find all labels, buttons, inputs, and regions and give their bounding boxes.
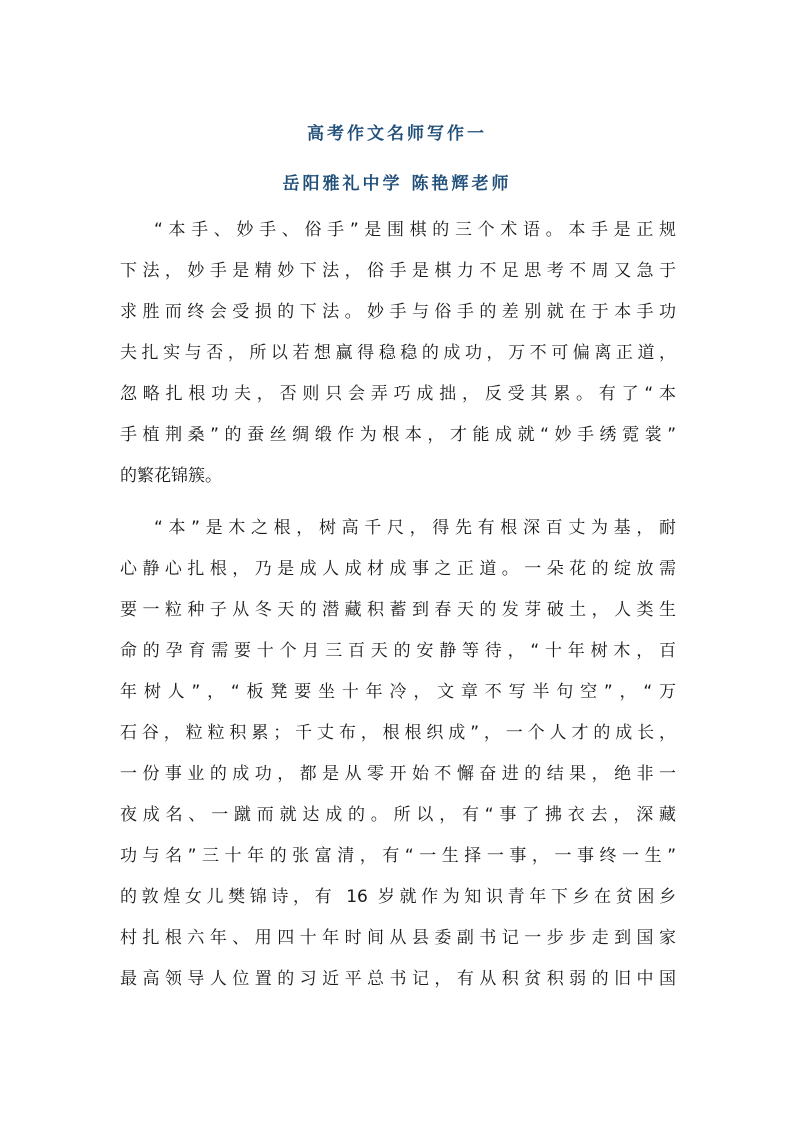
paragraph-2-line-11: 村扎根六年、用四十年时间从县委副书记一步步走到国家 [120, 928, 676, 948]
paragraph-1-line-1: “本手、妙手、俗手”是围棋的三个术语。本手是正规 [154, 220, 676, 240]
paragraph-1-line-4: 夫扎实与否，所以若想赢得稳稳的成功，万不可偏离正道， [120, 343, 676, 363]
paragraph-1-line-3: 求胜而终会受损的下法。妙手与俗手的差别就在于本手功 [120, 302, 676, 322]
paragraph-2-line-10: 的敦煌女儿樊锦诗，有 16 岁就作为知识青年下乡在贫困乡 [120, 887, 676, 907]
paragraph-1-line-5: 忽略扎根功夫，否则只会弄巧成拙，反受其累。有了“本 [120, 384, 676, 404]
document-subtitle: 岳阳雅礼中学 陈艳辉老师 [282, 174, 512, 194]
paragraph-2-line-7: 一份事业的成功，都是从零开始不懈奋进的结果，绝非一 [120, 764, 676, 784]
document-title: 高考作文名师写作一 [307, 124, 487, 144]
paragraph-2-line-8: 夜成名、一蹴而就达成的。所以，有“事了拂衣去，深藏 [120, 805, 676, 825]
paragraph-1-line-2: 下法，妙手是精妙下法，俗手是棋力不足思考不周又急于 [120, 261, 676, 281]
paragraph-2-line-9: 功与名”三十年的张富清，有“一生择一事，一事终一生” [120, 846, 676, 866]
paragraph-2-line-3: 要一粒种子从冬天的潜藏积蓄到春天的发芽破土，人类生 [120, 600, 676, 620]
paragraph-2-line-1: “本”是木之根，树高千尺，得先有根深百丈为基，耐 [154, 518, 676, 538]
paragraph-2-line-4: 命的孕育需要十个月三百天的安静等待，“十年树木，百 [120, 641, 676, 661]
paragraph-2-line-6: 石谷，粒粒积累；千丈布，根根织成”，一个人才的成长， [120, 723, 676, 743]
paragraph-2-line-12: 最高领导人位置的习近平总书记，有从积贫积弱的旧中国 [120, 969, 676, 989]
paragraph-1-line-6: 手植荆桑”的蚕丝绸缎作为根本，才能成就“妙手绣霓裳” [120, 425, 676, 445]
paragraph-1-line-7: 的繁花锦簇。 [120, 466, 222, 486]
paragraph-2-line-5: 年树人”，“板凳要坐十年冷，文章不写半句空”，“万 [120, 682, 676, 702]
paragraph-2-line-2: 心静心扎根，乃是成人成材成事之正道。一朵花的绽放需 [120, 559, 676, 579]
